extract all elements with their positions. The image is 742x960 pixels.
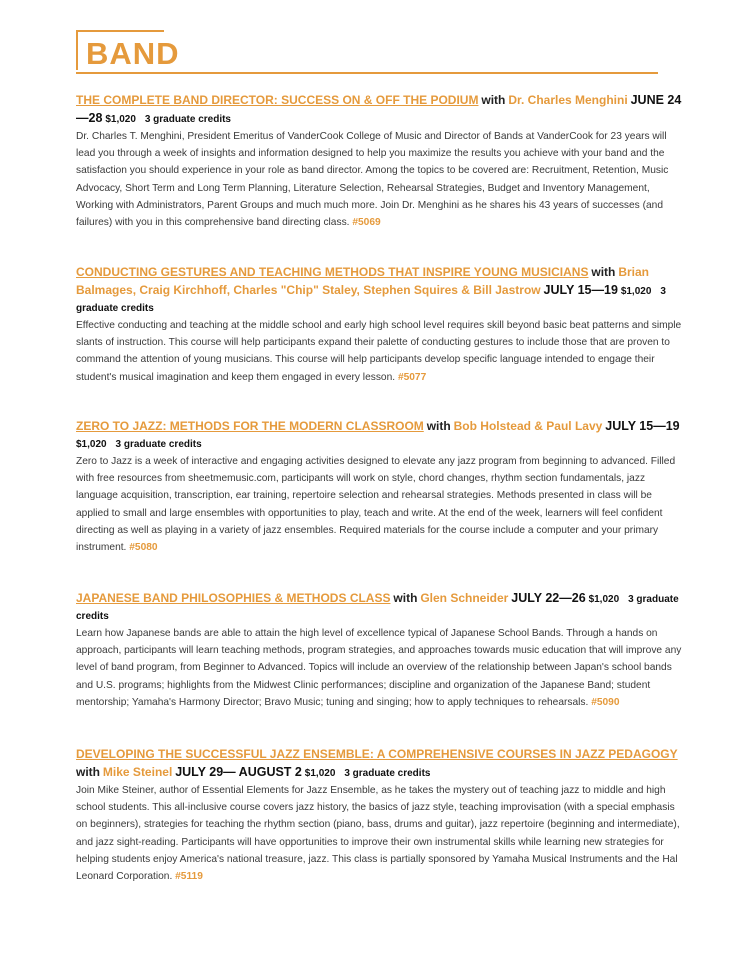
- course-credits: 3 graduate credits: [144, 114, 231, 125]
- course-description: [76, 128, 682, 231]
- course-heading: [76, 92, 682, 128]
- section-title: BAND: [86, 36, 180, 71]
- course-with: with: [393, 591, 418, 605]
- course-with: with: [76, 765, 100, 779]
- course-description-text: Zero to Jazz is a week of interactive and engaging activities designed to elevate any jazz program from beginning to advanced. Filled with free resources from sheetmemusic.com, participants will work on style, chord changes, rhythm section fundamentals, jazz language acquisition, transcription, ear training, repertoire selection and rehearsal strategies. Methods presented in class will be applied to small and large ensembles with opportunities to play, teach and write. At the end of the week, learners will feel confident directing as well as playing in a variety of jazz ensembles. Required materials for the course include a computer and your primary instrument.: [76, 456, 676, 554]
- course-heading: [76, 746, 682, 782]
- course-with: with: [591, 265, 616, 279]
- course-heading: [76, 264, 682, 317]
- course-price: $1,020: [76, 439, 107, 450]
- course-dates: JUNE 24—28: [76, 93, 682, 125]
- course-heading: [76, 418, 682, 453]
- course-description-text: Effective conducting and teaching at the middle school and early high school level requires skill beyond basic beat patterns and simple slants of instruction. This course will help participants expand their palette of conducting gestures to include those that are proven to command the attention of young musicians. This course will help participants develop specific language intended to engage their student's musical imagination and keep them engaged in every lesson.: [76, 320, 682, 383]
- course-entry: [76, 264, 682, 386]
- course-description-text: Dr. Charles T. Menghini, President Emeritus of VanderCook College of Music and Director of Bands at VanderCook for 23 years will lead you through a week of insights and information designed to help you maximize the results you achieve with your band and the satisfaction you should experience in your role as band director. Among the topics to be covered are: Recruitment, Retention, Music Advocacy, Short Term and Long Term Planning, Literature Selection, Rehearsal Strategies, Budget and Inventory Management, Working with Administrators, Parent Groups and much much more. Join Dr. Menghini as he shares his 43 years of successes (and failures) with you in this comprehensive band directing class.: [76, 131, 669, 229]
- course-description: [76, 625, 682, 711]
- course-instructor: Glen Schneider: [420, 591, 509, 605]
- course-price: $1,020: [304, 768, 336, 779]
- course-title-link[interactable]: CONDUCTING GESTURES AND TEACHING METHODS THAT INSPIRE YOUNG MUSICIANS: [76, 265, 589, 279]
- course-price: $1,020: [588, 594, 620, 605]
- course-code: #5090: [591, 696, 620, 708]
- course-dates: JULY 22—26: [511, 591, 586, 605]
- course-instructor: Bob Holstead & Paul Lavy: [453, 419, 603, 433]
- course-price: $1,020: [620, 286, 652, 297]
- course-instructor: Dr. Charles Menghini: [508, 93, 628, 107]
- course-title-link[interactable]: JAPANESE BAND PHILOSOPHIES & METHODS CLASS: [76, 591, 391, 605]
- course-code: #5080: [129, 542, 158, 554]
- course-description: [76, 317, 682, 386]
- course-description-text: Learn how Japanese bands are able to attain the high level of excellence typical of Japanese School Bands. Through a hands on approach, participants will learn teaching methods, program strategies, and approaches towards music education that will improve any level of band program, from Beginner to Advanced. Topics will include an overview of the relationship between Japan's school bands and U.S. programs; highlights from the Midwest Clinic performances; discipline and organization of the Japanese Band; student mentorship; Yamaha's Harmony Director; Bravo Music; tuning and singing; how to apply techniques to rehearsals.: [76, 628, 682, 708]
- header-rule: [76, 72, 658, 74]
- course-title-link[interactable]: THE COMPLETE BAND DIRECTOR: SUCCESS ON & OFF THE PODIUM: [76, 93, 479, 107]
- course-entry: [76, 746, 682, 885]
- course-instructor: Brian Balmages, Craig Kirchhoff, Charles "Chip" Staley, Stephen Squires & Bill Jastrow: [76, 265, 649, 297]
- course-instructor: Mike Steinel: [102, 765, 173, 779]
- course-with: with: [426, 419, 451, 433]
- course-title-link[interactable]: DEVELOPING THE SUCCESSFUL JAZZ ENSEMBLE: A COMPREHENSIVE COURSES IN JAZZ PEDAGOGY: [76, 747, 678, 761]
- course-credits: 3 graduate credits: [344, 768, 431, 779]
- course-entry: [76, 92, 682, 231]
- course-code: #5077: [397, 371, 427, 383]
- course-credits: 3 graduate credits: [115, 439, 202, 450]
- course-price: $1,020: [105, 114, 136, 125]
- course-with: with: [481, 93, 506, 107]
- course-entry: [76, 590, 682, 711]
- course-description: [76, 453, 682, 556]
- course-description-text: Join Mike Steiner, author of Essential Elements for Jazz Ensemble, as he takes the mystery out of teaching jazz to middle and high school students. This all-inclusive course covers jazz history, the basics of jazz style, teaching improvisation (with a special emphasis on beginners), strategies for teaching the rhythm section (piano, bass, drums and guitar), jazz repertoire (beginning and intermediate), and jazz sight-reading. Participants will have opportunities to improve their own instrumental skills while learning new strategies for helping students enjoy America's national treasure, jazz. This class is partially sponsored by Yamaha Musical Instruments and the Hal Leonard Corporation.: [76, 785, 680, 883]
- course-entry: [76, 418, 682, 556]
- course-title-link[interactable]: ZERO TO JAZZ: METHODS FOR THE MODERN CLASSROOM: [76, 419, 424, 433]
- section-header: [76, 30, 180, 71]
- course-credits: 3 graduate credits: [76, 594, 679, 622]
- course-heading: [76, 590, 682, 625]
- course-dates: JULY 15—19: [605, 419, 680, 433]
- course-credits: 3 graduate credits: [76, 286, 666, 314]
- course-description: [76, 782, 682, 885]
- course-dates: JULY 29— AUGUST 2: [175, 765, 302, 779]
- course-dates: JULY 15—19: [543, 283, 618, 297]
- course-code: #5069: [352, 217, 381, 229]
- course-code: #5119: [175, 871, 203, 883]
